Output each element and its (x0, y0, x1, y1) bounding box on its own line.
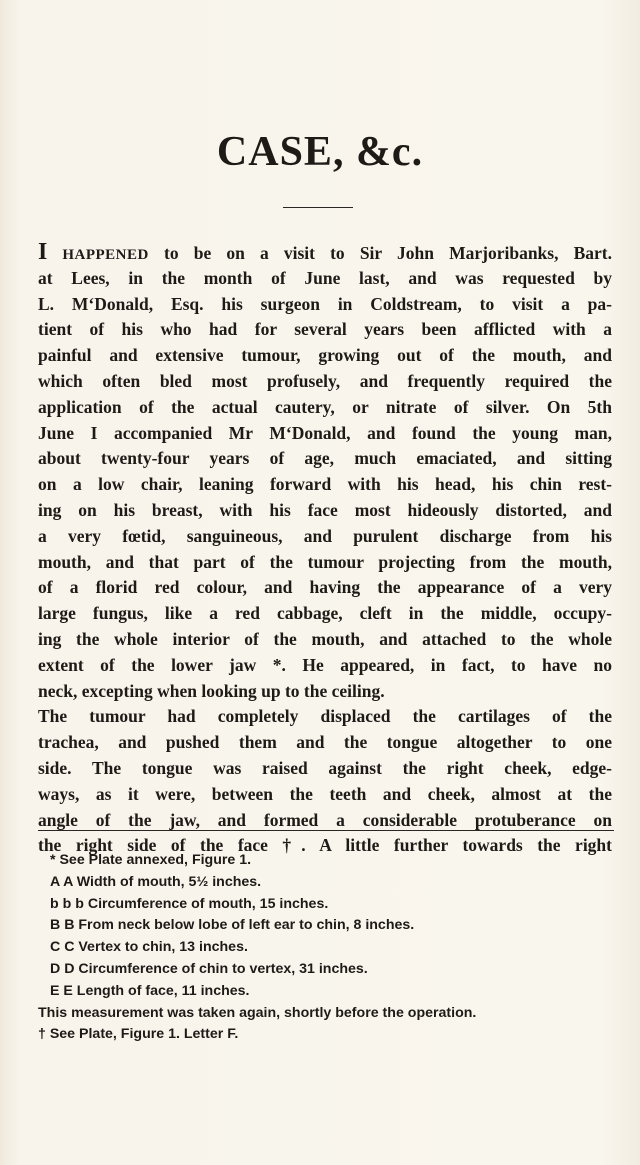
text-line (38, 240, 612, 266)
text-line: at Lees, in the month of June last, and was requested by (38, 267, 612, 288)
footnote-line: B B From neck below lobe of left ear to chin, 8 inches. (50, 917, 415, 934)
footnote-line: A A Width of mouth, 5½ inches. (50, 873, 262, 890)
text-line: of a florid red colour, and having the appearance of a very (38, 577, 612, 598)
text-line: about twenty-four years of age, much emaciated, and sitting (38, 448, 612, 469)
text-line: mouth, and that part of the tumour projecting from the mouth, (38, 551, 612, 572)
footnote-line: E E Length of face, 11 inches. (50, 982, 250, 999)
page-title: CASE, &c. (216, 129, 424, 175)
text-line: The tumour had completely displaced the cartilages of the (38, 706, 612, 727)
text-line: on a low chair, leaning forward with his head, his chin rest- (38, 474, 612, 495)
drop-cap: I (38, 239, 48, 265)
opening-word: HAPPENED (47, 247, 149, 263)
footnote-line: D D Circumference of chin to vertex, 31 inches. (50, 960, 368, 977)
text-line: the right side of the face †. A little further towards the right (38, 835, 612, 856)
text-line: side. The tongue was raised against the right cheek, edge- (38, 757, 612, 778)
text-line: large fungus, like a red cabbage, cleft in the middle, occupy- (38, 603, 612, 624)
text-line: tient of his who had for several years been afflicted with a (38, 319, 612, 340)
text-line: neck, excepting when looking up to the ceiling. (38, 680, 385, 701)
text-line: ing on his breast, with his face most hideously distorted, and (38, 499, 612, 520)
footnote-line: C C Vertex to chin, 13 inches. (50, 939, 248, 956)
text-line: ways, as it were, between the teeth and cheek, almost at the (38, 783, 612, 804)
text-line: which often bled most profusely, and frequently required the (38, 370, 612, 391)
footnote-line: * See Plate annexed, Figure 1. (50, 852, 252, 868)
text-line: a very fœtid, sanguineous, and purulent discharge from his (38, 525, 612, 546)
text-line: ing the whole interior of the mouth, and attached to the whole (38, 628, 612, 649)
text-line: angle of the jaw, and formed a considerable protuberance on (38, 809, 612, 830)
footnote-line: b b b Circumference of mouth, 15 inches. (50, 895, 329, 912)
main-text (38, 240, 612, 859)
footnote-divider (38, 830, 614, 831)
text-line: L. M‘Donald, Esq. his surgeon in Coldstream, to visit a pa- (38, 293, 612, 314)
text-line: extent of the lower jaw *. He appeared, in fact, to have no (38, 654, 612, 675)
text-line: application of the actual cautery, or nitrate of silver. On 5th (38, 396, 612, 417)
text-line: June I accompanied Mr M‘Donald, and found the young man, (38, 422, 612, 443)
footnote-line: This measurement was taken again, shortly before the operation. (38, 1004, 477, 1021)
text-line-content: to be on a visit to Sir John Marjoribanks, Bart. (148, 243, 613, 263)
footnote-line: † See Plate, Figure 1. Letter F. (38, 1026, 239, 1043)
title-divider (283, 207, 353, 208)
footnotes (38, 850, 612, 1046)
text-line: painful and extensive tumour, growing out of the mouth, and (38, 345, 612, 366)
text-line: trachea, and pushed them and the tongue altogether to one (38, 732, 612, 753)
